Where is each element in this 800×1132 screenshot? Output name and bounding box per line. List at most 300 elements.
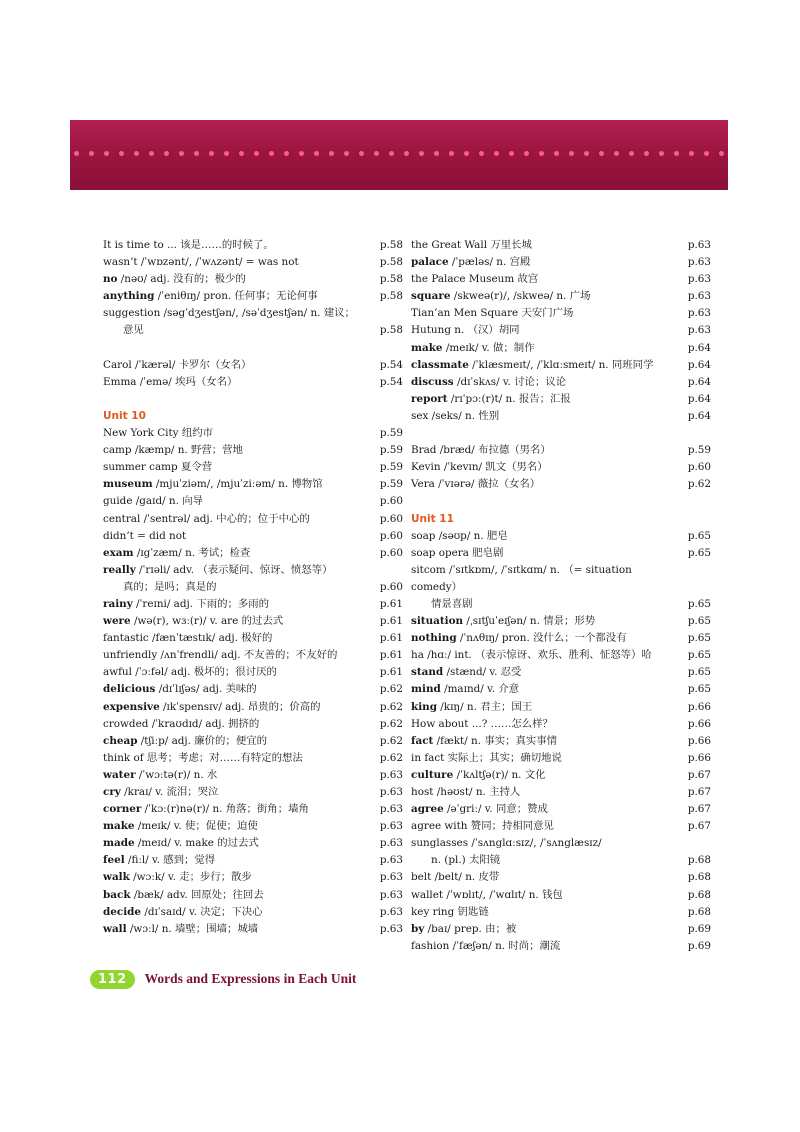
banner-dot xyxy=(494,151,499,156)
entry-definition: /dɪˈlɪʃəs/ adj. 美味的 xyxy=(155,683,257,696)
vocab-entry xyxy=(411,647,711,664)
entry-definition: agree with 赞同；持相同意见 xyxy=(411,820,554,833)
page-reference: p.59 xyxy=(379,427,403,440)
vocab-entry-line xyxy=(103,887,367,904)
page-reference: p.69 xyxy=(687,922,711,935)
vocab-entry-line xyxy=(411,733,675,750)
entry-definition: soap opera 肥皂剧 xyxy=(411,546,504,559)
vocab-entry xyxy=(103,904,403,921)
vocab-entry xyxy=(103,852,403,869)
page-reference: p.58 xyxy=(379,290,403,303)
entry-definition: unfriendly /ʌnˈfrendli/ adj. 不友善的；不友好的 xyxy=(103,649,338,662)
headword: situation xyxy=(411,615,464,628)
headword: report xyxy=(411,392,448,405)
banner-dot xyxy=(284,151,289,156)
vocab-entry xyxy=(411,767,711,784)
banner-dot xyxy=(644,151,649,156)
banner-dot xyxy=(239,151,244,156)
footer-title: Words and Expressions in Each Unit xyxy=(144,971,357,986)
page-number-badge: 112 xyxy=(90,970,135,989)
vocab-entry xyxy=(103,425,403,442)
entry-definition: Tian’an Men Square 天安门广场 xyxy=(411,307,574,320)
banner-dot xyxy=(224,151,229,156)
page-reference: p.54 xyxy=(379,358,403,371)
page-reference: p.60 xyxy=(379,529,403,542)
vocab-entry xyxy=(411,733,711,750)
vocab-entry xyxy=(411,408,711,425)
entry-definition: Brad /bræd/ 布拉德（男名） xyxy=(411,444,551,457)
vocab-entry xyxy=(103,869,403,886)
entry-definition: /ɪkˈspensɪv/ adj. 昂贵的；价高的 xyxy=(159,700,321,713)
vocab-entry xyxy=(103,237,403,254)
entry-definition: think of 思考；考虑；对……有特定的想法 xyxy=(103,751,303,764)
vocab-entry-line xyxy=(103,750,367,767)
page-reference: p.59 xyxy=(687,444,711,457)
banner-dot xyxy=(119,151,124,156)
spacer xyxy=(411,493,711,510)
entry-definition: sunglasses /ˈsʌnglɑːsɪz/, /ˈsʌnglæsɪz/ xyxy=(411,837,602,850)
banner-dot xyxy=(659,151,664,156)
page-reference: p.65 xyxy=(687,597,711,610)
vocab-entry-line xyxy=(103,699,367,716)
page-reference: p.62 xyxy=(379,734,403,747)
page-reference: p.62 xyxy=(687,478,711,491)
vocab-entry xyxy=(103,493,403,510)
vocab-entry xyxy=(103,476,403,493)
page-reference: p.59 xyxy=(379,478,403,491)
entry-definition: /ˈreɪni/ adj. 下雨的；多雨的 xyxy=(132,597,270,610)
entry-definition: key ring 钥匙链 xyxy=(411,905,489,918)
vocab-entry xyxy=(103,733,403,750)
vocab-entry xyxy=(103,784,403,801)
banner-dot xyxy=(704,151,709,156)
page-reference: p.63 xyxy=(379,905,403,918)
vocab-entry xyxy=(103,818,403,835)
page-reference: p.66 xyxy=(687,734,711,747)
vocab-entry-line xyxy=(103,630,367,647)
page-reference: p.65 xyxy=(687,529,711,542)
entry-definition: fantastic /fænˈtæstɪk/ adj. 极好的 xyxy=(103,632,273,645)
page-reference: p.63 xyxy=(687,290,711,303)
banner-dot xyxy=(524,151,529,156)
entry-definition: /fiːl/ v. 感到；觉得 xyxy=(124,854,216,867)
entry-definition: /meɪd/ v. make 的过去式 xyxy=(134,837,259,850)
vocab-entry xyxy=(103,767,403,784)
banner-dot xyxy=(194,151,199,156)
vocab-entry-line xyxy=(411,288,675,305)
entry-definition: wallet /ˈwɒlɪt/, /ˈwɑlɪt/ n. 钱包 xyxy=(411,888,563,901)
page-reference: p.63 xyxy=(687,324,711,337)
page-reference: p.54 xyxy=(379,375,403,388)
entry-definition: /dɪˈskʌs/ v. 讨论；议论 xyxy=(453,375,567,388)
vocab-entry xyxy=(103,647,403,664)
vocab-entry-line xyxy=(103,442,367,459)
page-reference: p.58 xyxy=(379,324,403,337)
vocab-entry-line xyxy=(411,305,675,322)
entry-definition: /dɪˈsaɪd/ v. 决定；下决心 xyxy=(141,905,263,918)
page-reference: p.63 xyxy=(379,803,403,816)
headword: stand xyxy=(411,666,444,679)
vocab-entry xyxy=(103,288,403,305)
banner-dot-row xyxy=(70,151,728,161)
banner-dot xyxy=(449,151,454,156)
vocab-entry-line xyxy=(411,699,675,716)
entry-definition: /mjuˈziəm/, /mjuˈziːəm/ n. 博物馆 xyxy=(152,478,323,491)
vocab-entry-line xyxy=(411,784,675,801)
banner-dot xyxy=(509,151,514,156)
banner-dot xyxy=(329,151,334,156)
page-reference: p.63 xyxy=(379,888,403,901)
vocab-entry-line xyxy=(103,681,367,698)
vocab-entry-line xyxy=(103,288,367,305)
entry-continuation: 真的；是吗；真是的 xyxy=(123,580,217,593)
vocab-entry-line xyxy=(103,357,367,374)
vocab-entry xyxy=(411,237,711,254)
vocab-entry-line xyxy=(411,647,675,664)
vocab-entry xyxy=(411,271,711,288)
entry-definition: /ˈnʌθɪŋ/ pron. 没什么；一个都没有 xyxy=(456,632,627,645)
page-reference: p.67 xyxy=(687,803,711,816)
page-reference: p.61 xyxy=(379,649,403,662)
banner-dot xyxy=(479,151,484,156)
banner-dot xyxy=(359,151,364,156)
entry-definition: suggestion /səgˈdʒestʃən/, /səˈdʒestʃən/ n. 建议； xyxy=(103,307,355,320)
page-reference: p.61 xyxy=(379,615,403,628)
headword: really xyxy=(103,563,136,576)
page-reference: p.65 xyxy=(687,666,711,679)
banner-dot xyxy=(599,151,604,156)
page-reference: p.63 xyxy=(687,239,711,251)
vocab-entry-line xyxy=(103,784,367,801)
page-reference: p.63 xyxy=(379,922,403,935)
banner-dot xyxy=(344,151,349,156)
headword: museum xyxy=(103,478,153,491)
entry-definition: belt /belt/ n. 皮带 xyxy=(411,871,500,884)
page-reference: p.58 xyxy=(379,256,403,269)
entry-definition: How about ...? ……怎么样？ xyxy=(411,717,553,730)
vocab-entry-line xyxy=(411,818,675,835)
page-reference: p.66 xyxy=(687,751,711,764)
vocab-entry-line xyxy=(411,921,675,938)
headword: agree xyxy=(411,803,444,816)
banner-dot xyxy=(689,151,694,156)
page-reference: p.68 xyxy=(687,871,711,884)
entry-definition: /ˈpæləs/ n. 宫殿 xyxy=(448,256,531,269)
page-reference: p.65 xyxy=(687,683,711,696)
vocab-entry xyxy=(103,887,403,904)
page-footer xyxy=(90,967,356,991)
banner-dot xyxy=(104,151,109,156)
banner-dot xyxy=(419,151,424,156)
headword: no xyxy=(103,273,118,286)
page-reference: p.61 xyxy=(379,666,403,679)
vocab-entry-line xyxy=(411,767,675,784)
banner-dot xyxy=(314,151,319,156)
vocab-entry-line xyxy=(103,254,367,271)
page-reference: p.61 xyxy=(379,632,403,645)
spacer xyxy=(103,391,403,408)
vocab-entry xyxy=(103,596,403,613)
vocab-entry-line xyxy=(411,357,675,374)
entry-definition: /ˈkɔː(r)nə(r)/ n. 角落；街角；墙角 xyxy=(141,803,309,816)
vocab-entry xyxy=(103,699,403,716)
entry-definition: Kevin /ˈkevɪn/ 凯文（男名） xyxy=(411,461,548,474)
vocab-entry xyxy=(103,442,403,459)
vocab-entry xyxy=(411,716,711,733)
entry-definition: /meɪk/ v. 做；制作 xyxy=(442,341,535,354)
vocab-entry-line xyxy=(103,835,367,852)
entry-definition: fashion /ˈfæʃən/ n. 时尚；潮流 xyxy=(411,939,561,952)
headword: delicious xyxy=(103,683,156,696)
entry-definition: /kraɪ/ v. 流泪；哭泣 xyxy=(120,786,219,798)
vocab-entry xyxy=(411,476,711,493)
banner-dot xyxy=(254,151,259,156)
page-reference: p.60 xyxy=(379,495,403,508)
banner-dot xyxy=(464,151,469,156)
vocab-entry-line xyxy=(103,476,367,493)
vocab-entry-line xyxy=(411,340,675,357)
banner-dot xyxy=(674,151,679,156)
vocab-entry xyxy=(411,357,711,374)
page-reference: p.62 xyxy=(379,700,403,713)
vocab-entry-line xyxy=(411,528,675,545)
vocab-entry xyxy=(411,681,711,698)
vocab-entry xyxy=(411,288,711,305)
spacer xyxy=(103,340,403,357)
page-reference: p.64 xyxy=(687,409,711,422)
page-reference: p.58 xyxy=(379,239,403,251)
vocab-entry-line xyxy=(411,664,675,681)
vocab-entry xyxy=(411,442,711,459)
page-reference: p.65 xyxy=(687,615,711,628)
vocab-entry-line xyxy=(411,630,675,647)
entry-definition: /ˈeniθɪŋ/ pron. 任何事；无论何事 xyxy=(154,290,318,303)
vocab-entry-line xyxy=(103,664,367,681)
vocab-entry xyxy=(411,528,711,545)
banner-dot xyxy=(374,151,379,156)
page-reference: p.68 xyxy=(687,888,711,901)
vocab-entry xyxy=(103,511,403,528)
page-reference: p.65 xyxy=(687,632,711,645)
page-reference: p.65 xyxy=(687,649,711,662)
entry-definition: ha /hɑː/ int. （表示惊讶、欢乐、胜利、怔怒等）哈 xyxy=(411,649,652,662)
vocab-entry-line xyxy=(411,681,675,698)
vocab-entry xyxy=(103,271,403,288)
vocab-entry-line xyxy=(103,869,367,886)
entry-definition: /fækt/ n. 事实；真实事情 xyxy=(433,734,558,747)
entry-definition: summer camp 夏令营 xyxy=(103,461,213,474)
entry-definition: /wə(r), wɜː(r)/ v. are 的过去式 xyxy=(130,615,284,628)
entry-definition: didn’t = did not xyxy=(103,529,187,542)
entry-definition: /skweə(r)/, /skweə/ n. 广场 xyxy=(450,290,591,303)
headword: make xyxy=(411,341,443,354)
page-reference: p.67 xyxy=(687,820,711,833)
entry-definition: /rɪˈpɔː(r)t/ n. 报告；汇报 xyxy=(447,392,571,405)
vocab-entry xyxy=(411,630,711,647)
entry-definition: /ˈkʌltʃə(r)/ n. 文化 xyxy=(453,768,546,781)
vocab-entry-line xyxy=(411,408,675,425)
headword: water xyxy=(103,768,136,781)
page-reference: p.64 xyxy=(687,341,711,354)
entry-definition: the Palace Museum 故宫 xyxy=(411,273,539,286)
vocab-entry-line xyxy=(103,921,367,938)
banner-dot xyxy=(134,151,139,156)
unit-heading: Unit 10 xyxy=(103,409,146,422)
vocab-entry xyxy=(411,305,711,322)
vocab-entry-line xyxy=(411,374,675,391)
entry-definition: New York City 纽约市 xyxy=(103,427,214,440)
spacer xyxy=(411,425,711,442)
headword: cry xyxy=(103,786,121,798)
headword: made xyxy=(103,837,135,850)
vocab-entry xyxy=(411,699,711,716)
vocab-entry xyxy=(411,459,711,476)
banner-dot xyxy=(404,151,409,156)
entry-continuation: 意见 xyxy=(123,324,144,337)
vocab-entry-line xyxy=(411,476,675,493)
page-reference: p.69 xyxy=(687,939,711,952)
page-reference: p.60 xyxy=(379,546,403,559)
entry-definition: camp /kæmp/ n. 野营；营地 xyxy=(103,444,243,457)
page-reference: p.68 xyxy=(687,905,711,918)
headword: were xyxy=(103,615,131,628)
vocab-entry xyxy=(103,750,403,767)
vocab-entry-line xyxy=(411,613,675,630)
vocab-entry-line xyxy=(103,818,367,835)
vocab-entry xyxy=(411,750,711,767)
headword: discuss xyxy=(411,375,454,388)
vocab-entry xyxy=(411,887,711,904)
vocab-entry xyxy=(411,904,711,921)
vocab-entry xyxy=(411,545,711,562)
entry-definition: /meɪk/ v. 使；促使；迫使 xyxy=(134,820,258,833)
entry-definition: /bæk/ adv. 回原处；往回去 xyxy=(130,888,264,901)
entry-definition: /stænd/ v. 忍受 xyxy=(443,666,522,679)
banner-dot xyxy=(434,151,439,156)
entry-definition: central /ˈsentrəl/ adj. 中心的；位于中心的 xyxy=(103,512,310,525)
entry-definition: Emma /ˈemə/ 埃玛（女名） xyxy=(103,375,238,388)
headword: corner xyxy=(103,803,142,816)
entry-continuation: n. (pl.) 太阳镜 xyxy=(431,854,501,867)
page-reference: p.58 xyxy=(379,273,403,286)
page-reference: p.67 xyxy=(687,768,711,781)
vocab-entry xyxy=(103,630,403,647)
page-reference: p.60 xyxy=(379,580,403,593)
entry-definition: /ˈrɪəli/ adv. （表示疑问、惊讶、愤怒等） xyxy=(135,563,333,576)
banner-dot xyxy=(629,151,634,156)
entry-definition: host /həʊst/ n. 主持人 xyxy=(411,786,521,798)
headword: classmate xyxy=(411,358,469,371)
vocab-entry-line xyxy=(411,562,675,596)
page-reference: p.66 xyxy=(687,700,711,713)
vocab-entry-line xyxy=(411,545,675,562)
page-reference: p.63 xyxy=(687,256,711,269)
vocab-entry-line xyxy=(411,254,675,271)
banner-dot xyxy=(569,151,574,156)
vocab-entry xyxy=(411,391,711,408)
vocab-entry-line xyxy=(411,442,675,459)
vocab-entry-line xyxy=(103,904,367,921)
page-reference: p.63 xyxy=(687,273,711,286)
page-reference: p.65 xyxy=(687,546,711,559)
entry-definition: /baɪ/ prep. 由；被 xyxy=(424,922,517,935)
headword: square xyxy=(411,290,451,303)
entry-definition: Vera /ˈvɪərə/ 薇拉（女名） xyxy=(411,478,541,491)
vocab-entry-line xyxy=(103,596,367,613)
vocab-entry-line xyxy=(411,271,675,288)
banner-dot xyxy=(179,151,184,156)
page-reference: p.60 xyxy=(687,461,711,474)
vocab-entry xyxy=(103,562,403,596)
headword: nothing xyxy=(411,632,457,645)
vocab-entry xyxy=(103,305,403,339)
banner-dot xyxy=(299,151,304,156)
vocab-entry-line xyxy=(103,613,367,630)
headword: anything xyxy=(103,290,155,303)
vocab-entry-line xyxy=(411,459,675,476)
vocab-entry-line xyxy=(103,493,367,510)
banner-dot xyxy=(89,151,94,156)
vocab-entry xyxy=(411,938,711,955)
headword: wall xyxy=(103,922,127,935)
vocab-entry xyxy=(411,374,711,391)
page-reference: p.64 xyxy=(687,358,711,371)
page-reference: p.64 xyxy=(687,375,711,388)
headword: fact xyxy=(411,734,434,747)
entry-definition: /əˈgriː/ v. 同意；赞成 xyxy=(443,803,548,816)
entry-definition: It is time to ... 该是……的时候了。 xyxy=(103,239,274,251)
vocab-column-right xyxy=(411,237,711,955)
entry-definition: /ˌsɪtʃuˈeɪʃən/ n. 情景；形势 xyxy=(463,615,596,628)
vocab-entry-line xyxy=(103,733,367,750)
headword: palace xyxy=(411,256,449,269)
entry-definition: wasn’t /ˈwɒzənt/, /ˈwʌzənt/ = was not xyxy=(103,256,299,269)
headword: mind xyxy=(411,683,441,696)
vocab-entry xyxy=(411,664,711,681)
page-reference: p.64 xyxy=(687,392,711,405)
headword: culture xyxy=(411,768,454,781)
headword: walk xyxy=(103,871,130,884)
vocab-entry-line xyxy=(103,767,367,784)
vocab-entry xyxy=(411,340,711,357)
vocab-entry xyxy=(103,545,403,562)
entry-definition: sex /seks/ n. 性别 xyxy=(411,409,500,422)
headword: cheap xyxy=(103,734,138,747)
vocab-entry xyxy=(411,921,711,938)
headword: decide xyxy=(103,905,142,918)
entry-definition: /ɪgˈzæm/ n. 考试；检查 xyxy=(133,546,251,559)
page-reference: p.62 xyxy=(379,751,403,764)
entry-definition: soap /səʊp/ n. 肥皂 xyxy=(411,529,508,542)
page-reference: p.63 xyxy=(379,854,403,867)
page-reference: p.67 xyxy=(687,786,711,798)
vocab-entry-line xyxy=(103,647,367,664)
vocab-entry-line xyxy=(103,374,367,391)
headword: by xyxy=(411,922,425,935)
entry-definition: Hutung n. （汉）胡同 xyxy=(411,324,520,337)
banner-dot xyxy=(74,151,79,156)
page-reference: p.63 xyxy=(379,820,403,833)
vocab-entry xyxy=(411,818,711,835)
vocab-entry xyxy=(411,801,711,818)
vocab-entry xyxy=(411,322,711,339)
headword: exam xyxy=(103,546,134,559)
vocab-entry-line xyxy=(103,511,367,528)
page-reference: p.63 xyxy=(379,786,403,798)
entry-definition: in fact 实际上；其实；确切地说 xyxy=(411,751,562,764)
entry-definition: crowded /ˈkraʊdɪd/ adj. 拥挤的 xyxy=(103,717,260,730)
page-reference: p.62 xyxy=(379,717,403,730)
